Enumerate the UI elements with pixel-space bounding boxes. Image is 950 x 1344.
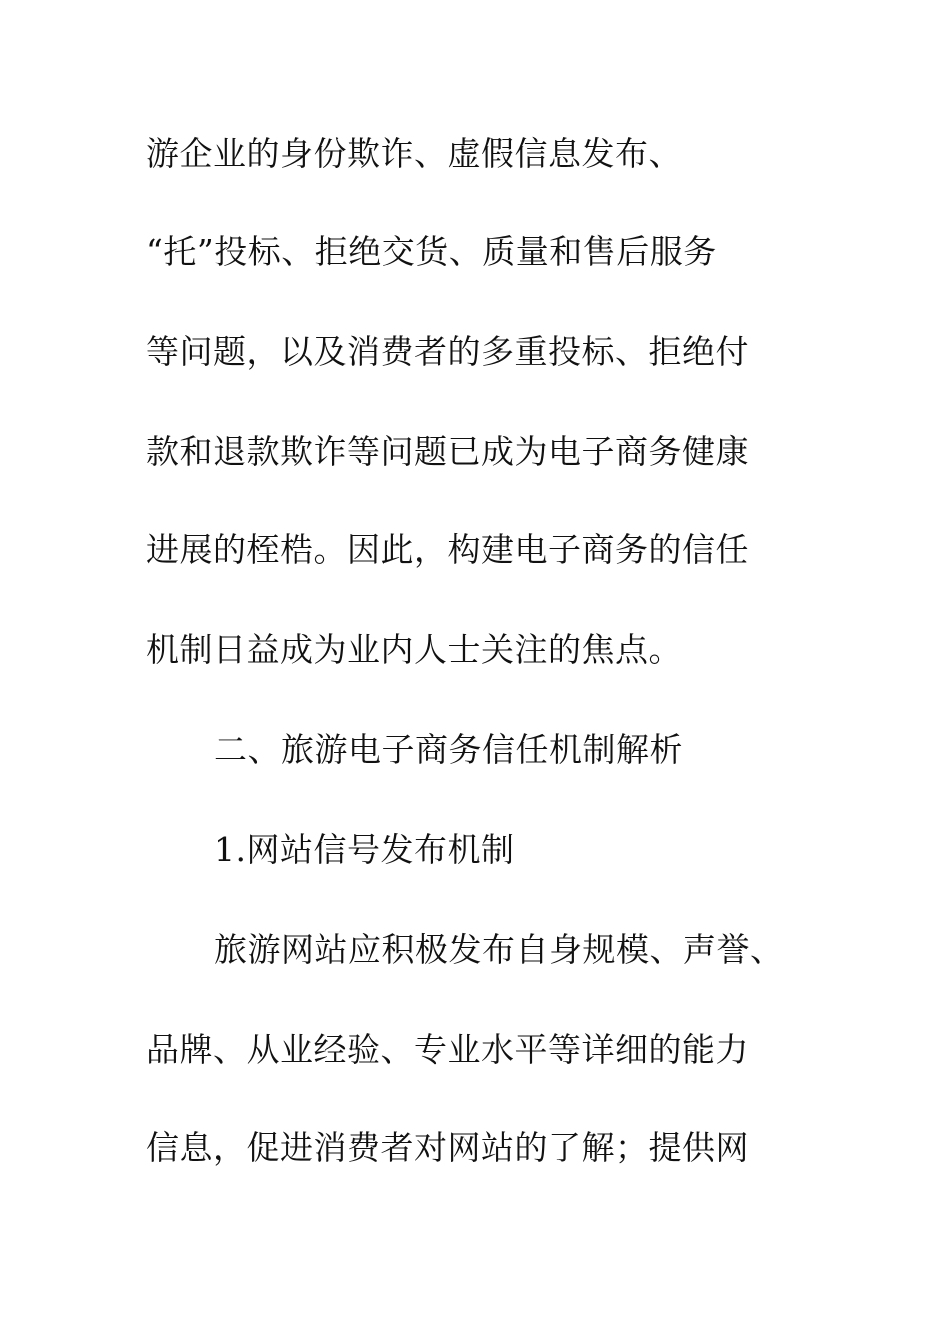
paragraph-line: 机制日益成为业内人士关注的焦点。 — [146, 630, 682, 669]
paragraph-line: 旅游网站应积极发布自身规模、声誉、 — [214, 930, 784, 969]
section-heading: 二、旅游电子商务信任机制解析 — [214, 730, 683, 769]
paragraph-line: 进展的桎梏。因此，构建电子商务的信任 — [146, 530, 749, 569]
paragraph-line: 游企业的身份欺诈、虚假信息发布、 — [146, 134, 682, 173]
paragraph-line: 款和退款欺诈等问题已成为电子商务健康 — [146, 432, 749, 471]
paragraph-line: “托”投标、拒绝交货、质量和售后服务 — [146, 232, 717, 271]
paragraph-line: 品牌、从业经验、专业水平等详细的能力 — [146, 1030, 749, 1069]
subsection-heading: 1.网站信号发布机制 — [214, 830, 515, 869]
paragraph-line: 等问题，以及消费者的多重投标、拒绝付 — [146, 332, 749, 371]
paragraph-line: 信息，促进消费者对网站的了解；提供网 — [146, 1128, 749, 1167]
